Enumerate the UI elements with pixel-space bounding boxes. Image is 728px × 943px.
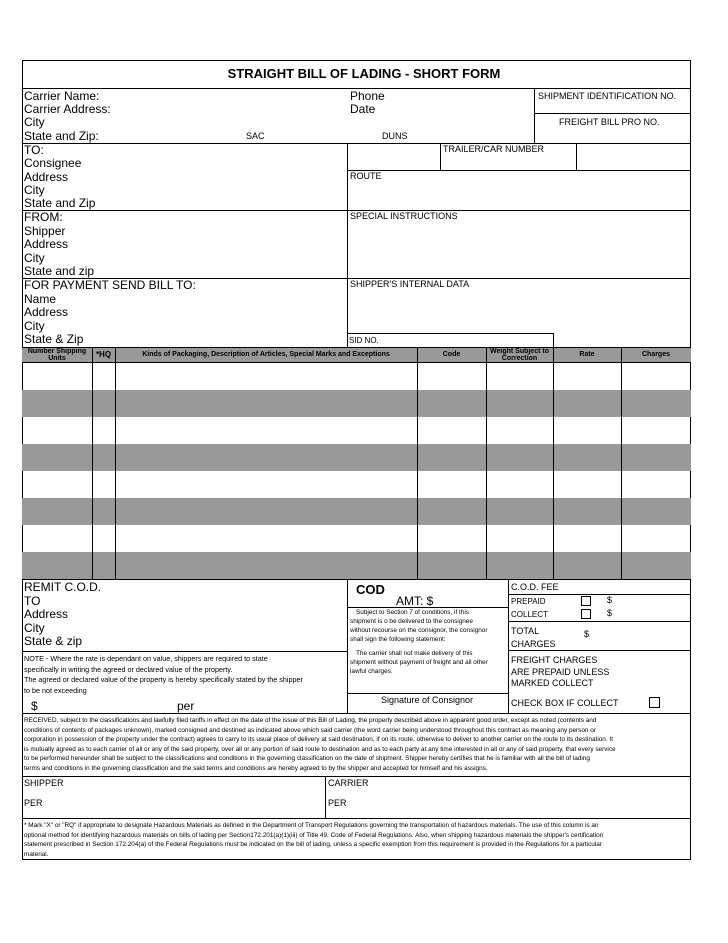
total-charges-dollar[interactable]: $ [584,629,590,639]
column-divider [621,347,622,579]
divider [22,143,691,144]
col-hq-header: *HQ [95,350,112,359]
freight-charges-line: ARE PREPAID UNLESS [511,666,610,677]
payment-city-label[interactable]: City [24,319,45,333]
table-row[interactable] [22,525,691,552]
divider [347,143,348,349]
freight-charges-note [511,655,609,690]
from-city-label[interactable]: City [24,251,45,265]
signature-of-consignor[interactable]: Signature of Consignor [381,695,474,705]
divider [22,776,691,777]
divider [22,579,691,580]
col-weight-header [486,348,553,362]
note-line: to be not exceeding [24,685,87,695]
form-title: STRAIGHT BILL OF LADING - SHORT FORM [227,66,501,81]
col-kinds-header: Kinds of Packaging, Description of Articles, Special Marks and Exceptions [142,351,390,358]
shippers-internal-label[interactable]: SHIPPER'S INTERNAL DATA [350,279,470,289]
payment-address-label[interactable]: Address [24,305,69,319]
total-charges-line: CHARGES [511,639,556,649]
prepaid-label: PREPAID [511,597,546,606]
divider [347,170,691,171]
cod-label: COD [356,582,385,597]
col-weight-header-line: Weight Subject to [490,348,549,355]
cod-subject-line: without recourse on the consignor, the consignor [350,627,488,634]
divider [576,143,577,170]
to-label[interactable]: TO: [24,143,44,157]
prepaid-dollar[interactable]: $ [607,595,613,605]
divider [534,113,691,114]
carrier-city-label[interactable]: City [24,115,45,129]
divider [508,650,691,651]
cod-carrier-text [350,649,508,676]
date-label[interactable]: Date [350,102,376,116]
payment-name-label[interactable]: Name [24,292,57,306]
divider [22,651,347,652]
col-units-header-line: Units [48,355,66,362]
divider [440,143,441,170]
divider [347,693,508,694]
remit-city-label[interactable]: City [24,621,45,635]
divider [325,776,326,818]
col-rate-header: Rate [579,351,595,358]
table-row[interactable] [22,362,691,390]
table-row[interactable] [22,444,691,471]
cod-subject-line: Subject to Section 7 of conditions, if this [356,609,469,616]
remit-to-label[interactable]: TO [24,594,41,608]
received-line: conditions of contents of packages unknown), marked consigned and destined as indicated above which said carrier (the word carrier being understood throughout this contract as meaning any person or [24,726,596,734]
col-charges-header: Charges [641,351,670,358]
prepaid-checkbox[interactable] [581,596,591,606]
hazmat-footnote [24,821,690,859]
phone-label[interactable]: Phone [350,89,385,103]
divider [22,347,691,348]
col-units-header [22,348,92,362]
to-state-zip-label[interactable]: State and Zip [24,196,96,210]
collect-label: COLLECT [511,610,548,619]
column-divider [553,347,554,579]
col-weight-header-line: Correction [501,355,538,362]
shipper-per-label[interactable]: PER [24,798,43,808]
trailer-label[interactable]: TRAILER/CAR NUMBER [443,144,545,154]
divider [347,333,553,334]
sac-label[interactable]: SAC [246,131,265,141]
route-label[interactable]: ROUTE [350,171,382,181]
total-charges-line: TOTAL [511,626,540,636]
to-address-label[interactable]: Address [24,170,69,184]
carrier-state-zip-label[interactable]: State and Zip: [24,129,99,143]
divider [22,713,691,714]
received-line: to be performed hereunder shall be subject to the classifications and conditions in the governing classification on the date of shipment. Shipper hereby certifies that he is familiar with all the bill of lading [24,755,590,762]
duns-label[interactable]: DUNS [382,131,408,141]
declared-value-dollar[interactable]: $ [31,699,38,713]
remit-address-label[interactable]: Address [24,607,69,621]
to-city-label[interactable]: City [24,183,45,197]
remit-cod-label[interactable]: REMIT C.O.D. [24,580,102,594]
payment-state-zip-label[interactable]: State & Zip [24,332,84,346]
shipper-label[interactable]: Shipper [24,224,66,238]
cod-carrier-line: shipment without payment of freight and all other [350,659,488,666]
column-divider [115,347,116,579]
carrier-address-label[interactable]: Carrier Address: [24,102,111,116]
col-units-header-line: Number Shipping [27,348,87,355]
shipper-signature-label[interactable]: SHIPPER [24,778,64,788]
divider [508,594,691,595]
remit-state-zip-label[interactable]: State & zip [24,634,83,648]
cod-amount-label[interactable]: AMT: $ [396,594,434,608]
cod-carrier-line: lawful charges. [350,668,393,675]
shipment-id-label[interactable]: SHIPMENT IDENTIFICATION NO. [538,91,677,101]
divider [534,88,535,143]
carrier-per-label[interactable]: PER [328,798,347,808]
cod-carrier-line: The carrier shall not make delivery of this [356,650,473,657]
note-line: specifically in writing the agreed or declared value of the property. [24,664,233,674]
cod-fee-label: C.O.D. FEE [511,582,559,592]
declared-value-per[interactable]: per [177,699,195,713]
payment-heading[interactable]: FOR PAYMENT SEND BILL TO: [24,278,196,292]
from-state-zip-label[interactable]: State and zip [24,264,95,278]
received-line: RECEIVED, subject to the classifications and lawfully filed tariffs in effect on the date of the issue of this Bill of Lading, the property described above in apparent good order, except as noted (contents and [24,717,597,724]
column-divider [486,347,487,579]
collect-checkbox[interactable] [581,609,591,619]
col-code-header: Code [442,351,461,358]
divider [22,362,691,363]
column-divider [92,347,93,579]
column-divider [417,347,418,579]
divider [508,579,509,713]
collect-dollar[interactable]: $ [607,608,613,618]
cod-subject-line: shipment is o be delivered to the consignee [350,618,473,625]
total-charges-label [511,625,556,651]
note-text [24,654,346,696]
received-line: is mutually agreed as to each carrier of all or any of the said property, over all or any portion of said route to destination and as to each party at any time interested in all or any of said property, that every service [24,745,616,753]
cod-subject-text [350,608,508,644]
footnote-line: * Mark "X" or "RQ" if appropriate to designate Hazardous Materials as defined in the Department of Transport Regulations governing the transportation of hazardous materials. The use of this column is an [24,822,599,829]
special-instructions-label[interactable]: SPECIAL INSTRUCTIONS [350,211,458,221]
received-line: corporation in possession of the property under the contract) agrees to carry to its usual place of delivery at said destination, if on its route, otherwise to deliver to another carrier on the route to its destination. It [24,736,613,743]
freight-charges-line: MARKED COLLECT [511,678,594,688]
cod-subject-line: shall sign the following statement: [350,636,446,643]
table-row[interactable] [22,417,691,444]
freight-bill-label[interactable]: FREIGHT BILL PRO NO. [559,117,660,127]
received-line: terms and conditions in the governing classification and the said terms and conditions are hereby agreed to by the shipper and accepted for himself and his assigns. [24,764,488,772]
table-row[interactable] [22,390,691,417]
carrier-name-label[interactable]: Carrier Name: [24,89,100,103]
table-row[interactable] [22,471,691,498]
divider [508,621,691,622]
check-box-if-collect-label: CHECK BOX IF COLLECT [511,698,619,708]
from-label[interactable]: FROM: [24,210,63,224]
note-line: NOTE - Where the rate is dependant on value, shippers are required to state [24,654,268,663]
divider [553,333,554,347]
carrier-signature-label[interactable]: CARRIER [328,778,369,788]
sid-label[interactable]: SID NO. [349,336,379,345]
consignee-label[interactable]: Consignee [24,156,82,170]
footnote-line: statement prescribed in Section 172.204(a) of the Federal Regulations must be indicated on the bill of lading, unless a specific exemption from this requirement is provided in the Regulations for a particular [24,841,602,848]
footnote-line: optional method for identifying hazardous materials on bills of lading per Section172.201(a)(1)(iii) of Title 49, Code of Federal Regulations. Also, when shipping hazardous materials the shipper's certification [24,831,604,839]
divider [22,818,691,819]
received-terms [24,716,690,773]
note-line: The agreed or declared value of the property is hereby specifically stated by the shipper [24,675,303,684]
table-row[interactable] [22,498,691,525]
freight-charges-line: FREIGHT CHARGES [511,655,598,665]
footnote-line: material. [24,850,49,858]
collect-freight-checkbox[interactable] [649,697,660,708]
from-address-label[interactable]: Address [24,237,69,251]
table-row[interactable] [22,552,691,579]
